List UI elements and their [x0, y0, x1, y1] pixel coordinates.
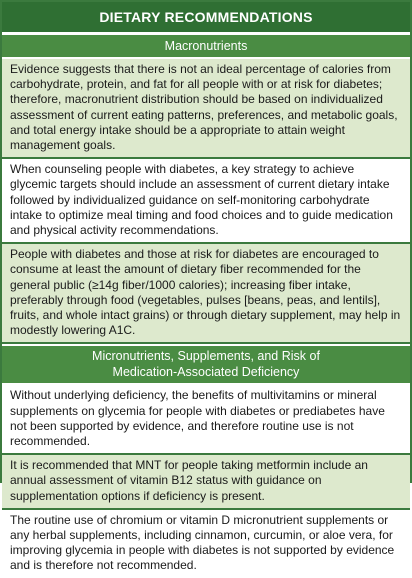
micronutrients-header-line-2: Medication-Associated Deficiency — [112, 365, 300, 380]
micronutrient-recommendation-1: Without underlying deficiency, the benefits of multivitamins or mineral supplements on glycemia for people with diabetes or prediabetes have not been supported by evidence, and therefore routine use is not recommended. — [2, 385, 410, 455]
table-title: DIETARY RECOMMENDATIONS — [2, 2, 410, 35]
macronutrients-header: Macronutrients — [2, 35, 410, 59]
macronutrient-recommendation-1: Evidence suggests that there is not an ideal percentage of calories from carbohydrate, protein, and fat for all people with or at risk for diabetes; therefore, macronutrient distribution should be based on individualized assessment of current eating patterns, preferences, and metabolic goals, and total energy intake should be a appropriate to attain weight management goals. — [2, 59, 410, 159]
micronutrient-recommendation-3: The routine use of chromium or vitamin D micronutrient supplements or any herbal supplements, including cinnamon, curcumin, or aloe vera, for improving glycemia in people with diabetes is not supported by evidence and is therefore not recommended. — [2, 510, 410, 578]
macronutrient-recommendation-2: When counseling people with diabetes, a key strategy to achieve glycemic targets should include an assessment of current dietary intake followed by individualized guidance on self-monitoring carbohydrate intake to optimize meal timing and food choices and to guide medication and physical activity recommendations. — [2, 159, 410, 244]
micronutrients-header-line-1: Micronutrients, Supplements, and Risk of — [92, 349, 320, 364]
micronutrient-recommendation-2: It is recommended that MNT for people taking metformin include an annual assessment of vitamin B12 status with guidance on supplementation options if deficiency is present. — [2, 455, 410, 510]
macronutrient-recommendation-3: People with diabetes and those at risk for diabetes are encouraged to consume at least the amount of dietary fiber recommended for the general public (≥14g fiber/1000 calories); increasing fiber intake, preferably through food (vegetables, pulses [beans, peas, and lentils], fruits, and whole intact grains) or through dietary supplement, may help in modestly lowering A1C. — [2, 244, 410, 344]
micronutrients-header — [2, 344, 410, 385]
